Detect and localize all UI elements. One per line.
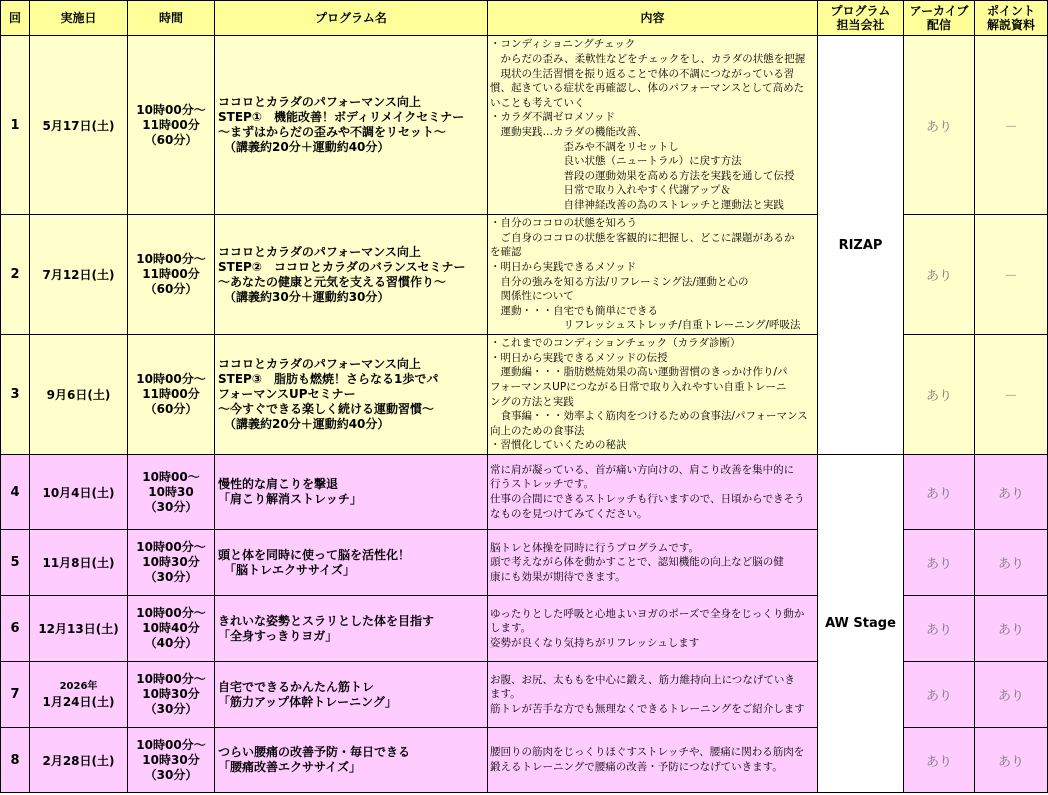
row-date: 1月24日(土) — [42, 694, 115, 709]
row-program: つらい腰痛の改善予防・毎日できる 「腰痛改善エクササイズ」 — [215, 728, 488, 793]
row-program: ココロとカラダのパフォーマンス向上 STEP③ 脂肪も燃焼！さらなる1歩でパ フォーマンスUPセミナー ～今すぐできる楽しく続ける運動習慣～ （講義約20分＋運動約40分） — [215, 335, 488, 455]
company-label: RIZAP — [838, 237, 883, 253]
company-cell-rizap — [818, 36, 904, 455]
company-cell-aw-stage — [818, 455, 904, 793]
row-number: 3 — [1, 335, 30, 455]
row-point: あり — [975, 530, 1048, 596]
row-number: 1 — [1, 36, 30, 215]
row-program: 自宅でできるかんたん筋トレ 「筋力アップ体幹トレーニング」 — [215, 662, 488, 728]
row-number: 5 — [1, 530, 30, 596]
row-program: ココロとカラダのパフォーマンス向上 STEP① 機能改善！ボディリメイクセミナー ～まずはからだの歪みや不調をリセット～ （講義約20分＋運動約40分） — [215, 36, 488, 215]
row-date-cell — [30, 662, 128, 728]
header-point: ポイント 解説資料 — [975, 1, 1048, 36]
row-program: ココロとカラダのパフォーマンス向上 STEP② ココロとカラダのバランスセミナー ～あなたの健康と元気を支える習慣作り～ （講義約30分＋運動約30分） — [215, 215, 488, 335]
row-date: 2月28日(土) — [30, 728, 128, 793]
row-archive: あり — [904, 335, 975, 455]
row-content: 脳トレと体操を同時に行うプログラムです。 頭で考えながら体を動かすことで、認知機能の向上など脳の健 康にも効果が期待できます。 — [488, 530, 818, 596]
row-archive: あり — [904, 36, 975, 215]
row-archive: あり — [904, 530, 975, 596]
row-number: 4 — [1, 455, 30, 530]
row-content: ・自分のココロの状態を知ろう ご自身のココロの状態を客観的に把握し、どこに課題があるか を確認 ・明日から実践できるメソッド 自分の強みを知る方法/リフレーミング法/運動と心の 関係性について 運動・・・自宅でも簡単にできる リフレッシュストレッチ/自重トレーニング/呼吸法 — [488, 215, 818, 335]
row-point: － — [975, 335, 1048, 455]
row-date: 11月8日(土) — [30, 530, 128, 596]
row-content: 常に肩が凝っている、首が痛い方向けの、肩こり改善を集中的に 行うストレッチです。 仕事の合間にできるストレッチも行いますので、日頃からできそう なものを見つけてみてください。 — [488, 455, 818, 530]
table-row — [1, 455, 1048, 530]
row-number: 6 — [1, 596, 30, 662]
row-number: 2 — [1, 215, 30, 335]
header-time: 時間 — [128, 1, 215, 36]
company-label: AW Stage — [825, 616, 896, 631]
row-program: 慢性的な肩こりを撃退 「肩こり解消ストレッチ」 — [215, 455, 488, 530]
row-point: － — [975, 36, 1048, 215]
row-content: ゆったりとした呼吸と心地よいヨガのポーズで全身をじっくり動か します。 姿勢が良くなり気持ちがリフレッシュします — [488, 596, 818, 662]
row-time: 10時00分～ 11時00分 （60分） — [128, 215, 215, 335]
header-content: 内容 — [488, 1, 818, 36]
row-point: あり — [975, 662, 1048, 728]
header-date: 実施日 — [30, 1, 128, 36]
row-archive: あり — [904, 662, 975, 728]
row-time: 10時00分～ 11時00分 （60分） — [128, 36, 215, 215]
row-date: 5月17日(土) — [30, 36, 128, 215]
row-time: 10時00分～ 10時30分 （30分） — [128, 728, 215, 793]
header-program: プログラム名 — [215, 1, 488, 36]
row-date: 9月6日(土) — [30, 335, 128, 455]
row-archive: あり — [904, 455, 975, 530]
header-archive: アーカイブ 配信 — [904, 1, 975, 36]
row-program: 頭と体を同時に使って脳を活性化！ 「脳トレエクササイズ」 — [215, 530, 488, 596]
row-time: 10時00～ 10時30 （30分） — [128, 455, 215, 530]
row-archive: あり — [904, 596, 975, 662]
row-archive: あり — [904, 728, 975, 793]
row-date: 10月4日(土) — [30, 455, 128, 530]
table-row — [1, 36, 1048, 215]
row-archive: あり — [904, 215, 975, 335]
header-no: 回 — [1, 1, 30, 36]
row-point: あり — [975, 455, 1048, 530]
row-program: きれいな姿勢とスラリとした体を目指す 「全身すっきりヨガ」 — [215, 596, 488, 662]
row-date-year: 2026年 — [59, 680, 98, 692]
row-point: あり — [975, 728, 1048, 793]
row-content: ・これまでのコンディションチェック（カラダ診断） ・明日から実践できるメソッドの伝授 運動編・・・脂肪燃焼効果の高い運動習慣のきっかけ作り/パ フォーマンスUPにつながる日常で取り入れやすい自重トレーニ ングの方法と実践 食事編・・・効率よく筋肉をつけるための食事法/パフォーマンス 向上のための食事法 ・習慣化していくための秘訣 — [488, 335, 818, 455]
row-date: 12月13日(土) — [30, 596, 128, 662]
row-number: 7 — [1, 662, 30, 728]
row-time: 10時00分～ 10時30分 （30分） — [128, 662, 215, 728]
row-content: ・コンディショニングチェック からだの歪み、柔軟性などをチェックをし、カラダの状態を把握 現状の生活習慣を振り返ることで体の不調につながっている習 慣、起きている症状を再確認し、体のパフォーマンスとして高めた いことも考えていく ・カラダ不調ゼロメソッド 運動実践…カラダの機能改善、 歪みや不調をリセットし 良い状態（ニュートラル）に戻す方法 普段の運動効果を高める方法を実践を通して伝授 日常で取り入れやすく代謝アップ＆ 自律神経改善の為のストレッチと運動法と実践 — [488, 36, 818, 215]
row-time: 10時00分～ 10時30分 （30分） — [128, 530, 215, 596]
row-point: あり — [975, 596, 1048, 662]
row-date: 7月12日(土) — [30, 215, 128, 335]
row-content: 腰回りの筋肉をじっくりほぐすストレッチや、腰痛に関わる筋肉を 鍛えるトレーニングで腰痛の改善・予防につなげていきます。 — [488, 728, 818, 793]
row-time: 10時00分～ 10時40分 （40分） — [128, 596, 215, 662]
row-number: 8 — [1, 728, 30, 793]
header-company: プログラム 担当会社 — [818, 1, 904, 36]
row-point: － — [975, 215, 1048, 335]
row-time: 10時00分～ 11時00分 （60分） — [128, 335, 215, 455]
header-row — [1, 1, 1048, 36]
row-content: お腹、お尻、太ももを中心に鍛え、筋力維持向上につなげていき ます。 筋トレが苦手な方でも無理なくできるトレーニングをご紹介します — [488, 662, 818, 728]
